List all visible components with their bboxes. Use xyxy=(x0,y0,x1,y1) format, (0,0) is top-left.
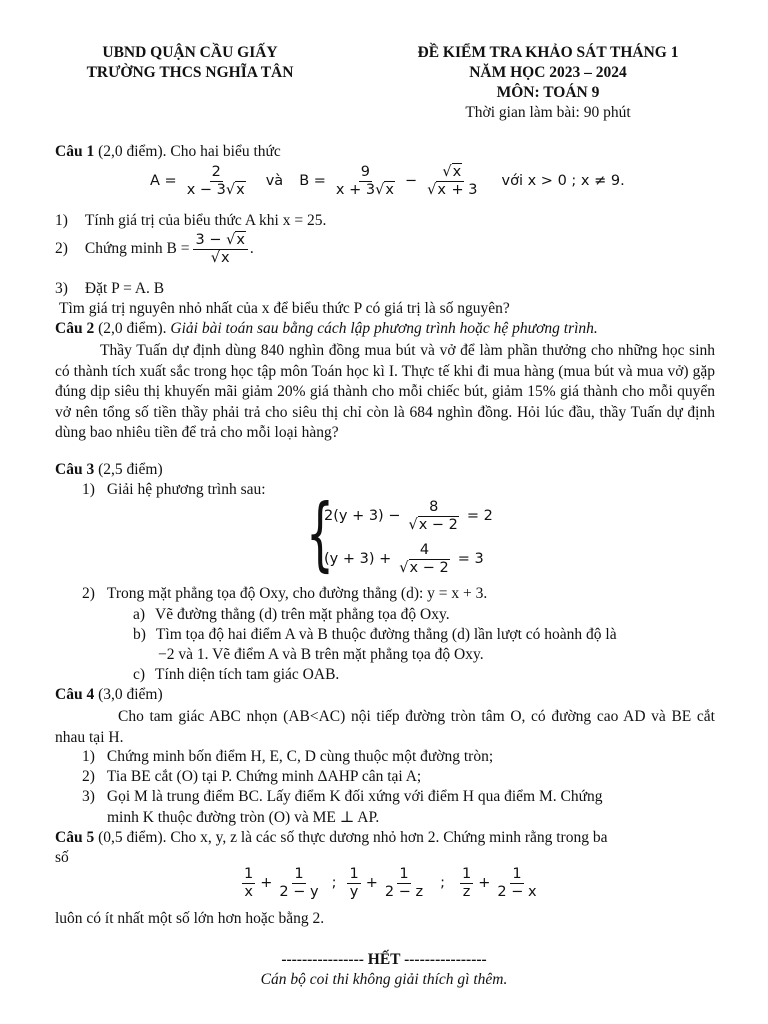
q1-title: Câu 1 xyxy=(55,143,95,160)
q4-part3-cont: minh K thuộc đường tròn (O) và ME ⊥ AP. xyxy=(107,809,380,826)
end-marker: ---------------- HẾT ---------------- xyxy=(281,951,487,968)
B-label: B = xyxy=(299,173,326,190)
q3-part1: 1) Giải hệ phương trình sau: xyxy=(82,481,266,498)
q1-part2: 2) Chứng minh B = $\frac{3 - √x}{√x}$ . xyxy=(55,232,254,266)
B-fraction-2: $\frac{√x}{√x + 3}$ xyxy=(427,164,478,198)
q1-heading xyxy=(55,143,281,161)
q2-heading: Câu 2 (2,0 điểm). Giải bài toán sau bằng cách lập phương trình hoặc hệ phương trình. xyxy=(55,320,598,337)
subject: MÔN: TOÁN 9 xyxy=(496,84,600,101)
and-word: và xyxy=(265,173,284,190)
q3-part2b: b) Tìm tọa độ hai điểm A và B thuộc đường thẳng (d) lần lượt có hoành độ là xyxy=(133,626,617,643)
q3-part2: 2) Trong mặt phẳng tọa độ Oxy, cho đường thẳng (d): y = x + 3. xyxy=(82,585,488,602)
q4-intro: Cho tam giác ABC nhọn (AB<AC) nội tiếp đường tròn tâm O, có đường cao AD và BE cắt nhau tại H. xyxy=(55,708,715,746)
q3-heading: Câu 3 (2,5 điểm) xyxy=(55,461,163,478)
q3-part2a: a) Vẽ đường thẳng (d) trên mặt phẳng tọa độ Oxy. xyxy=(133,606,450,623)
q4-part3: 3) Gọi M là trung điểm BC. Lấy điểm K đối xứng với điểm H qua điểm M. Chứng xyxy=(82,788,603,805)
condition: với x > 0 ; x ≠ 9. xyxy=(501,173,625,190)
A-denominator: x − 3√x xyxy=(186,181,245,198)
q1-part3-question: Tìm giá trị nguyên nhỏ nhất của x để biểu thức P có giá trị là số nguyên? xyxy=(59,300,510,317)
q2-body: Thầy Tuấn dự định dùng 840 nghìn đồng mua bút và vở để làm phần thưởng cho những học sinh có thành tích xuất sắc trong học tập môn Toán học kì I. Thực tế khi đi mua hàng (mua bút và mua vở) gặp đúng dịp siêu thị khuyến mãi giảm 20% giá thành cho mỗi chiếc bút, giảm 15% giá thành cho mỗi quyển vở nên tổng số tiền thầy phải trả cho siêu thị chỉ còn là 684 nghìn đồng. Hỏi lúc đầu, thầy Tuấn dự định dùng bao nhiêu tiền để trả cho mỗi loại hàng? xyxy=(55,342,715,441)
q5-heading: Câu 5 (0,5 điểm). Cho x, y, z là các số thực dương nhỏ hơn 2. Chứng minh rằng trong ba xyxy=(55,829,608,846)
equation-2: (y + 3) + $\frac{4}{√x - 2}$ = 3 xyxy=(324,542,484,576)
q5-expressions: $\frac{1}{x}$ + $\frac{1}{2 - y}$ ; $\frac{1}{y}$ + $\frac{1}{2 - z}$ ; $\frac{1}{z}$ + $\frac{1}{2 - x}$ xyxy=(244,866,537,900)
A-label: A = xyxy=(150,173,177,190)
q2-instruction: Giải bài toán sau bằng cách lập phương trình hoặc hệ phương trình. xyxy=(170,320,598,337)
system-brace: { xyxy=(306,487,334,580)
q3-part2c: c) Tính diện tích tam giác OAB. xyxy=(133,666,340,683)
B-fraction-1: $\frac{9}{x + 3√x}$ xyxy=(335,164,394,198)
equation-1: 2(y + 3) − $\frac{8}{√x - 2}$ = 2 xyxy=(324,499,493,533)
school-district: UBND QUẬN CẦU GIẤY xyxy=(102,44,278,61)
A-numerator: 2 xyxy=(211,164,221,180)
q4-part1: 1) Chứng minh bốn điểm H, E, C, D cùng thuộc một đường tròn; xyxy=(82,748,494,765)
q5-conclusion: luôn có ít nhất một số lớn hơn hoặc bằng 2. xyxy=(55,910,325,927)
school-year: NĂM HỌC 2023 – 2024 xyxy=(469,64,627,81)
school-name: TRƯỜNG THCS NGHĨA TÂN xyxy=(86,64,294,81)
q1-part1: 1) Tính giá trị của biểu thức A khi x = 25. xyxy=(55,212,327,229)
q3-part2b-cont: −2 và 1. Vẽ điểm A và B trên mặt phẳng tọa độ Oxy. xyxy=(158,646,484,663)
exam-duration: Thời gian làm bài: 90 phút xyxy=(465,104,631,121)
q1-points: (2,0 điểm). Cho hai biểu thức xyxy=(94,143,281,160)
q1-part3: 3) Đặt P = A. B xyxy=(55,280,165,297)
q4-part2: 2) Tia BE cắt (O) tại P. Chứng minh ΔAHP cân tại A; xyxy=(82,768,422,785)
q4-heading: Câu 4 (3,0 điểm) xyxy=(55,686,163,703)
A-fraction xyxy=(185,164,248,198)
proctor-note: Cán bộ coi thi không giải thích gì thêm. xyxy=(260,971,508,988)
q5-heading-cont: số xyxy=(55,849,69,866)
q1-expressions: A = $\frac{2}{x - 3√x}$ và B = $\frac{9}{x + 3√x}$ − $\frac{√x}{√x + 3}$ với x > 0 ; x ≠ 9. xyxy=(150,164,625,198)
exam-title: ĐỀ KIỂM TRA KHẢO SÁT THÁNG 1 xyxy=(417,44,679,61)
